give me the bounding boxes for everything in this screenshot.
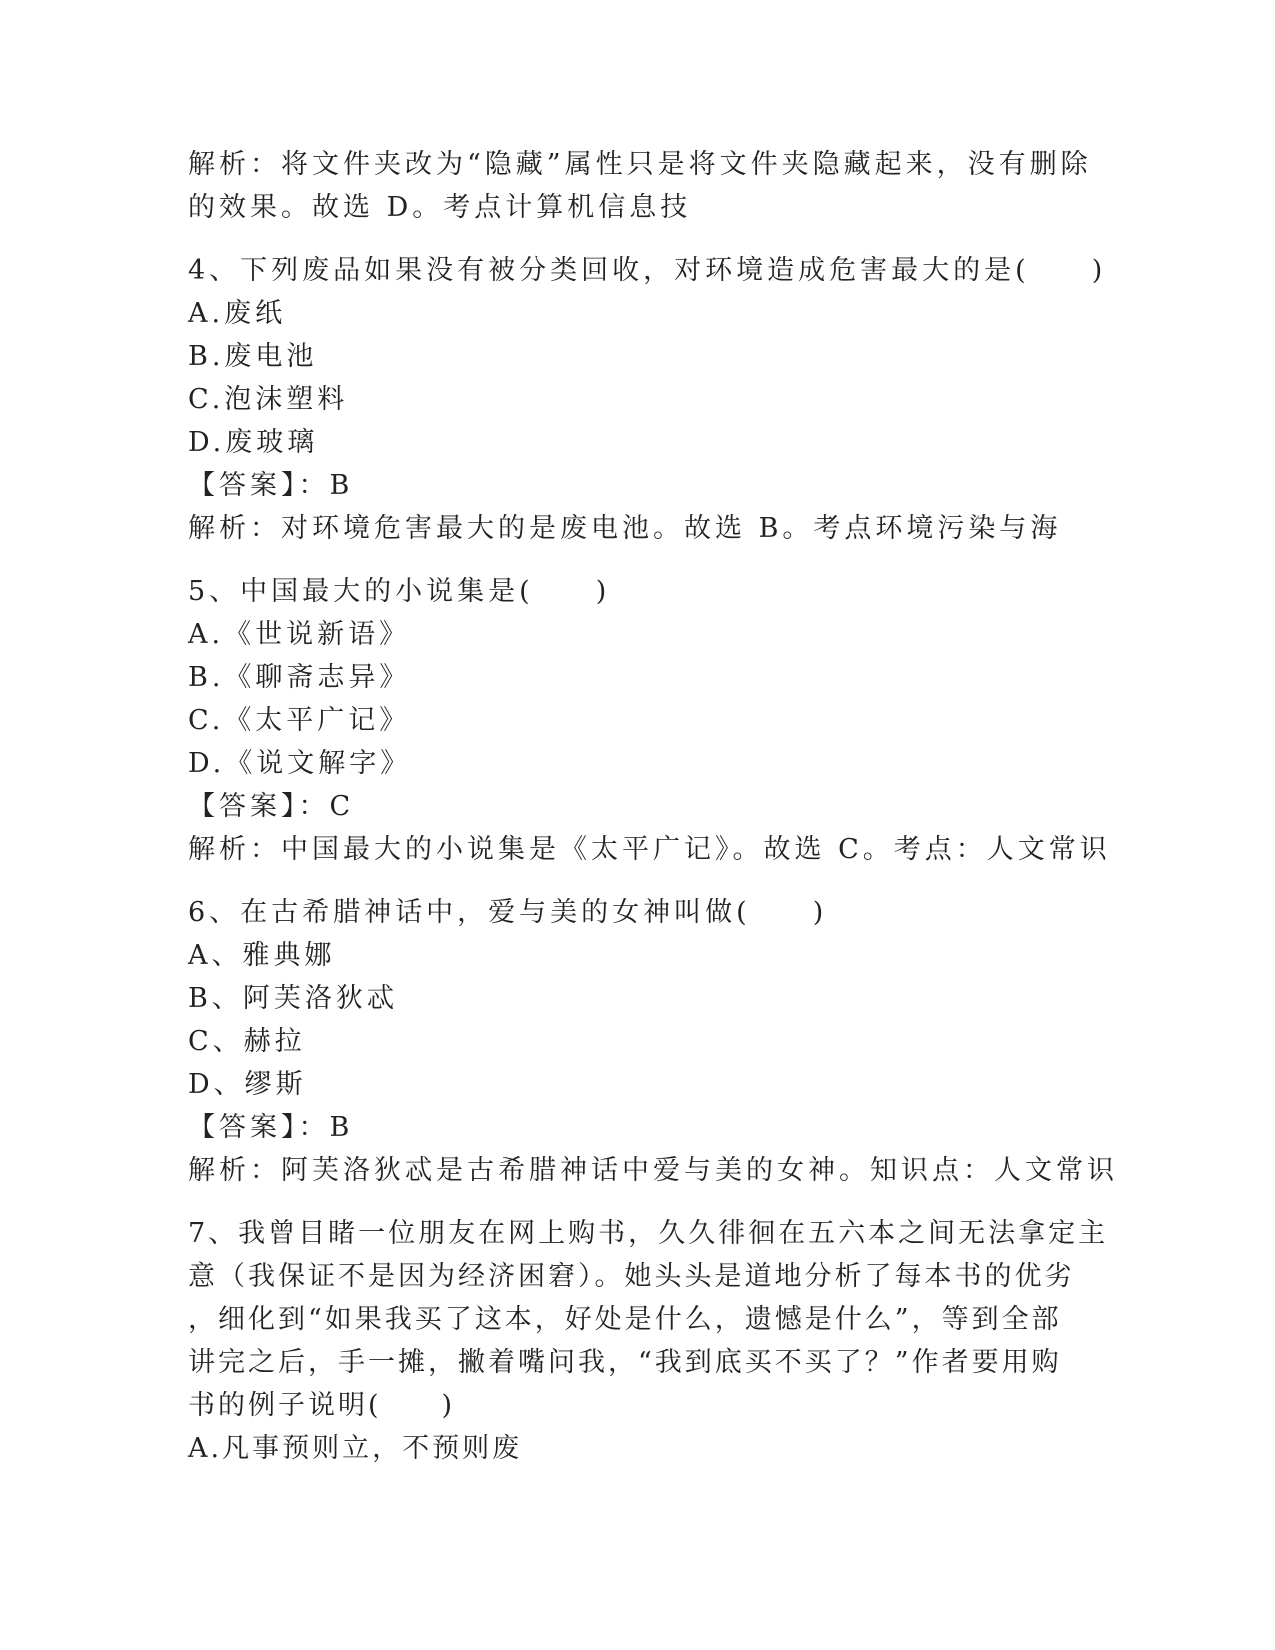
analysis-line: 解析：将文件夹改为“隐藏”属性只是将文件夹隐藏起来，没有删除: [188, 149, 1092, 180]
option-b: B.废电池: [188, 341, 318, 372]
question-7: [188, 1212, 1109, 1470]
analysis-line: 解析：对环境危害最大的是废电池。故选 B。考点环境污染与海: [188, 513, 1062, 544]
question-stem-line: 书的例子说明( ): [188, 1390, 456, 1421]
answer: 【答案】：C: [188, 791, 355, 822]
option-c: C.《太平广记》: [188, 705, 411, 736]
answer: 【答案】：B: [188, 470, 354, 501]
question-stem: 4、下列废品如果没有被分类回收，对环境造成危害最大的是( ): [188, 255, 1107, 286]
question-stem: 6、在古希腊神话中，爱与美的女神叫做( ): [188, 897, 828, 928]
option-a: A.《世说新语》: [188, 619, 411, 650]
question-stem: 5、中国最大的小说集是( ): [188, 576, 611, 607]
analysis-line: 解析：阿芙洛狄忒是古希腊神话中爱与美的女神。知识点：人文常识: [188, 1155, 1118, 1186]
option-d: D.废玻璃: [188, 427, 319, 458]
question-stem-line: 讲完之后，手一摊，撇着嘴问我，“我到底买不买了？”作者要用购: [188, 1347, 1062, 1378]
question-5: [188, 570, 1111, 871]
analysis-line: 的效果。故选 D。考点计算机信息技: [188, 192, 692, 223]
option-a: A、雅典娜: [188, 940, 336, 971]
explanation-block-3: [188, 143, 1092, 229]
question-stem-line: 7、我曾目睹一位朋友在网上购书，久久徘徊在五六本之间无法拿定主: [188, 1218, 1109, 1249]
option-d: D、缪斯: [188, 1069, 307, 1100]
option-b: B.《聊斋志异》: [188, 662, 411, 693]
question-4: [188, 249, 1107, 550]
question-6: [188, 891, 1118, 1192]
question-list: [188, 143, 1118, 1470]
option-a: A.凡事预则立，不预则废: [188, 1433, 523, 1464]
option-a: A.废纸: [188, 298, 287, 329]
question-stem-line: 意（我保证不是因为经济困窘）。她头头是道地分析了每本书的优劣: [188, 1261, 1075, 1292]
option-c: C、赫拉: [188, 1026, 306, 1057]
analysis-line: 解析：中国最大的小说集是《太平广记》。故选 C。考点：人文常识: [188, 834, 1111, 865]
option-b: B、阿芙洛狄忒: [188, 983, 398, 1014]
option-c: C.泡沫塑料: [188, 384, 349, 415]
answer: 【答案】：B: [188, 1112, 354, 1143]
question-stem-line: ，细化到“如果我买了这本，好处是什么，遗憾是什么”，等到全部: [188, 1304, 1062, 1335]
option-d: D.《说文解字》: [188, 748, 412, 779]
